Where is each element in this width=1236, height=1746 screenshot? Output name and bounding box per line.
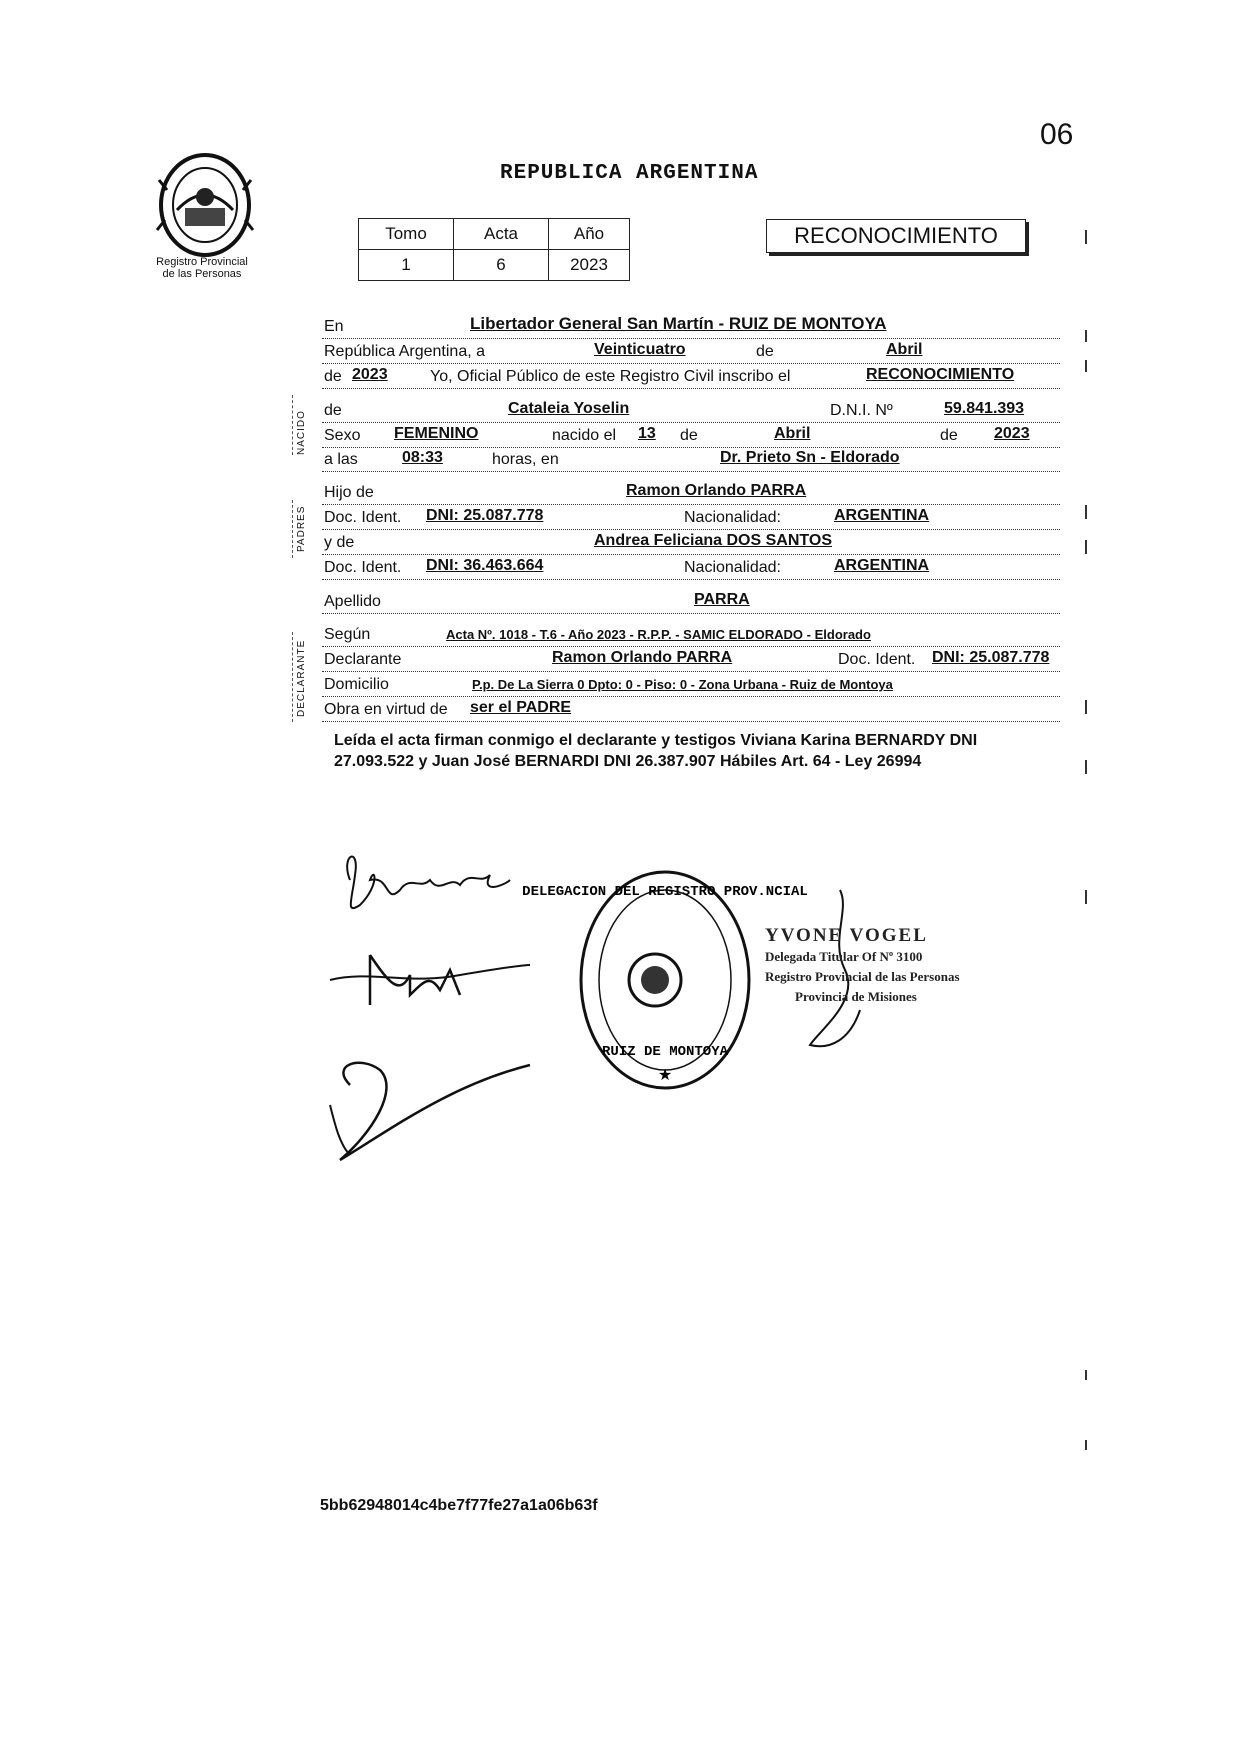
mother-doc-label: Doc. Ident. — [324, 559, 402, 576]
margin-tick — [1085, 1440, 1087, 1450]
declarante-label: Declarante — [324, 651, 402, 668]
obra-value: ser el PADRE — [470, 699, 572, 716]
line-sexo — [322, 423, 1060, 448]
margin-tick — [1085, 1370, 1087, 1380]
registry-header-ano: Año — [549, 219, 630, 250]
registry-table-header-row — [359, 219, 630, 250]
line-mother — [322, 530, 1060, 555]
apellido-value: PARRA — [694, 591, 750, 608]
nacido-section-bar — [292, 395, 295, 455]
mother-nationality-value: ARGENTINA — [834, 557, 930, 574]
father-doc-value: DNI: 25.087.778 — [426, 507, 544, 524]
obra-label: Obra en virtud de — [324, 701, 448, 718]
nacido-el-label: nacido el — [552, 427, 617, 444]
declarante-doc-label: Doc. Ident. — [838, 651, 916, 668]
document-type-box: RECONOCIMIENTO — [766, 219, 1026, 253]
line-hora — [322, 447, 1060, 472]
birth-place-value: Dr. Prieto Sn - Eldorado — [720, 449, 900, 466]
birth-day-value: 13 — [638, 425, 656, 442]
day-de-label: de — [756, 343, 774, 360]
line-domicilio — [322, 672, 1060, 697]
horas-label: horas, en — [492, 451, 559, 468]
official-text: Yo, Oficial Público de este Registro Civil inscribo el — [430, 368, 791, 385]
registrar-line1: Delegada Titular Of Nº 3100 — [765, 949, 923, 964]
act-type-value: RECONOCIMIENTO — [866, 366, 1015, 383]
republica-label: República Argentina, a — [324, 343, 485, 360]
padres-section-bar — [292, 500, 295, 558]
father-name-value: Ramon Orlando PARRA — [626, 482, 807, 499]
declarante-section-bar — [292, 632, 295, 722]
hijo-de-label: Hijo de — [324, 484, 374, 501]
registrar-name: YVONE VOGEL — [765, 925, 928, 946]
page-number: 06 — [1040, 118, 1074, 151]
birth-de-label: de — [680, 427, 698, 444]
margin-tick — [1085, 330, 1087, 342]
line-child-name — [322, 398, 1060, 423]
segun-value: Acta Nº. 1018 - T.6 - Año 2023 - R.P.P. - SAMIC ELDORADO - Eldorado — [446, 627, 871, 642]
margin-tick — [1085, 890, 1087, 904]
line-en — [322, 314, 1060, 339]
birth-de2-label: de — [940, 427, 958, 444]
line-year — [322, 364, 1060, 389]
mother-nationality-label: Nacionalidad: — [684, 559, 781, 576]
father-nationality-value: ARGENTINA — [834, 507, 930, 524]
sexo-value: FEMENINO — [394, 425, 479, 442]
logo-caption-line1: Registro Provincial — [156, 256, 248, 268]
registry-table-value-row — [359, 250, 630, 281]
declarante-doc-value: DNI: 25.087.778 — [932, 649, 1050, 666]
line-hijo — [322, 480, 1060, 505]
logo-caption-line2: de las Personas — [162, 268, 242, 280]
margin-tick — [1085, 700, 1087, 714]
segun-label: Según — [324, 626, 371, 643]
year-de-label: de — [324, 368, 342, 385]
line-segun — [322, 622, 1060, 647]
line-father-doc — [322, 505, 1060, 530]
birth-year-value: 2023 — [994, 425, 1030, 442]
domicilio-label: Domicilio — [324, 676, 389, 693]
sexo-label: Sexo — [324, 427, 361, 444]
margin-tick — [1085, 360, 1087, 372]
apellido-label: Apellido — [324, 593, 381, 610]
child-dni-value: 59.841.393 — [944, 400, 1025, 417]
declarante-section-label: DECLARANTE — [296, 639, 307, 717]
birth-time-value: 08:33 — [402, 449, 443, 466]
registry-value-ano: 2023 — [549, 250, 630, 281]
year-value: 2023 — [352, 366, 388, 383]
mother-doc-value: DNI: 36.463.664 — [426, 557, 544, 574]
page-title: REPUBLICA ARGENTINA — [500, 162, 759, 185]
closing-paragraph: Leída el acta firman conmigo el declarante y testigos Viviana Karina BERNARDY DNI 27.093.522 y Juan José BERNARDI DNI 26.387.907 Hábiles Art. 64 - Ley 26994 — [334, 732, 978, 770]
registry-value-acta: 6 — [454, 250, 549, 281]
registrar-line3: Provincia de Misiones — [795, 989, 917, 1004]
registrar-block — [765, 925, 960, 1007]
margin-tick — [1085, 540, 1087, 554]
month-value: Abril — [886, 341, 923, 358]
document-hash: 5bb62948014c4be7f77fe27a1a06b63f — [320, 1497, 598, 1514]
declarante-name-value: Ramon Orlando PARRA — [552, 649, 733, 666]
padres-section-label: PADRES — [296, 505, 307, 552]
margin-tick — [1085, 505, 1087, 519]
line-mother-doc — [322, 555, 1060, 580]
registry-table — [358, 218, 630, 281]
a-las-label: a las — [324, 451, 358, 468]
logo-caption — [132, 256, 272, 280]
line-apellido — [322, 589, 1060, 614]
line-declarante — [322, 647, 1060, 672]
provincial-seal-logo — [155, 150, 255, 260]
mother-name-value: Andrea Feliciana DOS SANTOS — [594, 532, 832, 549]
en-label: En — [324, 318, 344, 335]
handwritten-signatures — [330, 845, 540, 1165]
day-words-value: Veinticuatro — [594, 341, 686, 358]
father-doc-label: Doc. Ident. — [324, 509, 402, 526]
domicilio-value: P.p. De La Sierra 0 Dpto: 0 - Piso: 0 - Zona Urbana - Ruiz de Montoya — [472, 677, 893, 692]
child-name-value: Cataleia Yoselin — [508, 400, 630, 417]
registrar-line2: Registro Provincial de las Personas — [765, 969, 960, 984]
registry-header-acta: Acta — [454, 219, 549, 250]
birth-month-value: Abril — [774, 425, 811, 442]
registry-value-tomo: 1 — [359, 250, 454, 281]
margin-tick — [1085, 230, 1087, 244]
child-de-label: de — [324, 402, 342, 419]
place-value: Libertador General San Martín - RUIZ DE MONTOYA — [470, 314, 887, 333]
y-de-label: y de — [324, 534, 355, 551]
stamp-outer-text: DELEGACION DEL REGISTRO PROV.NCIAL — [522, 884, 808, 900]
line-obra — [322, 697, 1060, 722]
stamp-inner-text: RUIZ DE MONTOYA — [601, 1044, 729, 1060]
official-stamp — [522, 865, 808, 1100]
nacido-section-label: NACIDO — [296, 410, 307, 455]
father-nationality-label: Nacionalidad: — [684, 509, 781, 526]
dni-label: D.N.I. Nº — [830, 402, 893, 419]
line-republica — [322, 339, 1060, 364]
margin-tick — [1085, 760, 1087, 774]
registry-header-tomo: Tomo — [359, 219, 454, 250]
svg-text:★: ★ — [657, 1067, 673, 1084]
